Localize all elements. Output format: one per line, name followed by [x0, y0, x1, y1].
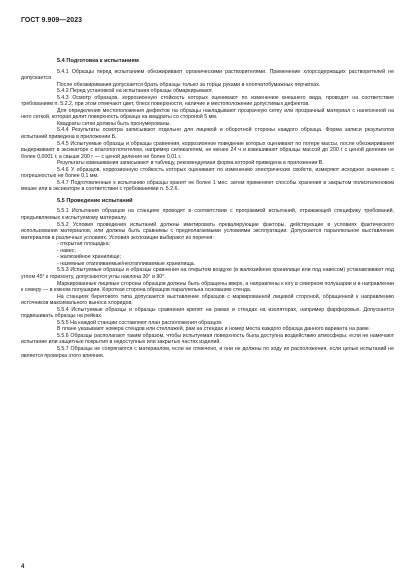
- paragraph: Квадраты сетки должны быть пронумерованы.: [57, 120, 171, 127]
- page-header: ГОСТ 9.909—2023: [21, 17, 83, 24]
- paragraph: 5.5.1 Испытания образцов на станциях проводят в соответствии с программой испытаний, отражающей специфику требований, предъявляемых к испытуемому материалу.: [21, 208, 394, 222]
- paragraph: 5.5.6 Образцы располагают таким образом, чтобы испытуемая поверхность была доступна воздействию атмосферы, если не намечают испытание или защитные покрытия в недоступных или закрытых частях изделий.: [21, 332, 394, 346]
- paragraph: 5.4.3 Осмотр образцов, коррозионную стойкость которых оценивают по изменению внешнего вида, проводят на соответствие требованиям п. 5.2.2, при этом отмечают цвет, блеск поверхности, наличие и местоположение допустимых дефектов.: [21, 94, 394, 108]
- paragraph: 5.5.3 Испытуемые образцы и образцы сравнения на открытом воздухе (в жалюзийном хранилище или под навесом) устанавливают под углом 45° к горизонту, допускаются углы наклона 30° и 90°.: [21, 267, 394, 280]
- paragraph: Маркированные лицевые стороны образцов должны быть обращены вверх, а направлены к югу в северном полушарии и в направлении к северу — в южном полушарии. Короткая сторона образцов параллельна основанию стенда.: [21, 280, 394, 294]
- paragraph: Для определения местоположения дефектов на образцы накладывают прозрачную сетку или прозрачный материал с нанесенной на него сеткой, которая делит поверхность образца на квадраты со стороной 5 мм.: [21, 107, 394, 121]
- paragraph: После обезжиривания допускается брать образцы только за торцы руками в хлопчатобумажных перчатках.: [57, 81, 321, 88]
- document-body: [21, 58, 394, 359]
- paragraph: 5.5.5 На каждой станции составляют план расположения образцов.: [57, 319, 223, 326]
- section-5-4-body: [21, 69, 394, 193]
- exposure-conditions-list: [21, 241, 394, 267]
- paragraph: 5.4.1 Образцы перед испытанием обезжиривают органическими растворителями. Применение хлорсодержащих растворителей не допускается.: [21, 68, 394, 82]
- list-item: - наземные отапливаемые/неотапливаемые хранилища.: [57, 260, 196, 267]
- paragraph: 5.4.6 У образцов, коррозионную стойкость которых оценивают по изменению электрических свойств, измеряют исходное значение с погрешностью не более 0,1 мм.: [21, 166, 394, 180]
- section-5-5-body: [21, 208, 394, 359]
- paragraph: На станциях берегового типа допускается выставление образцов с маркированной лицевой стороной, обращенной к направлению источников максимального выноса хлоридов.: [21, 293, 394, 307]
- paragraph: 5.5.7 Образцы не сопрягаются с материалом, если не отмечено, и они не должны по ходу их расположения, если целью испытаний не является проверка этого влияния.: [21, 345, 394, 359]
- list-item: - навес;: [57, 247, 76, 254]
- paragraph: 5.4.4 Результаты осмотра записывают отдельно для лицевой и оборотной стороны каждого образца. Форма записи результатов испытаний приведена в приложении Б.: [21, 127, 394, 141]
- paragraph: 5.4.7 Подготовленные к испытанию образцы хранят не более 1 мес. затем применяют способы хранения в закрытом полиэтиленовом мешке или в эксикаторе в соответствии с требованиями п. 5.2.6.: [21, 179, 394, 193]
- paragraph: В плане указывают номера стендов или стеллажей, рам на стендах и номер места каждого образца данного варианта на раме.: [57, 326, 371, 333]
- section-heading-5-5: 5.5 Проведение испытаний: [57, 197, 133, 204]
- paragraph: 5.5.2 Условия проведения испытаний должны имитировать превалирующие факторы, действующие в условиях фактического использования материалов, или должны быть сравнимы с предполагаемыми условиями эксплуатации. Допускается параллельное выставление материалов в различных условиях. Условия экспозиции выбирают из перечня:: [21, 221, 394, 241]
- paragraph: 5.4.5 Испытуемые образцы и образцы сравнения, коррозионное поведение которых оценивают по потере массы, после обезжиривания выдерживают в эксикаторе с влагопоглотителем, например силикагелем, не менее 24 ч и взвешивают образцы массой до 200 г с ценой деления не более 0,0001 г, а свыше 200 г — с ценой деления не более 0,01 г.: [21, 140, 394, 160]
- paragraph: 5.5.4 Испытуемые образцы и образцы сравнения крепят на рамах и стендах на изоляторах, например фарфоровых. Допускается подвешивать образцы на рейках.: [21, 306, 394, 320]
- section-heading-5-4: 5.4 Подготовка к испытаниям: [57, 58, 139, 64]
- list-item: - жалюзийное хранилище;: [57, 254, 122, 261]
- page-number: 4: [21, 564, 25, 570]
- paragraph: Результаты взвешивания записывают в таблицу, рекомендуемая форма которой приведена в приложении В.: [57, 160, 324, 167]
- list-item: - открытая площадка;: [57, 241, 110, 248]
- paragraph: 5.4.2 Перед установкой на испытания образцы обмаркирывают.: [57, 88, 213, 95]
